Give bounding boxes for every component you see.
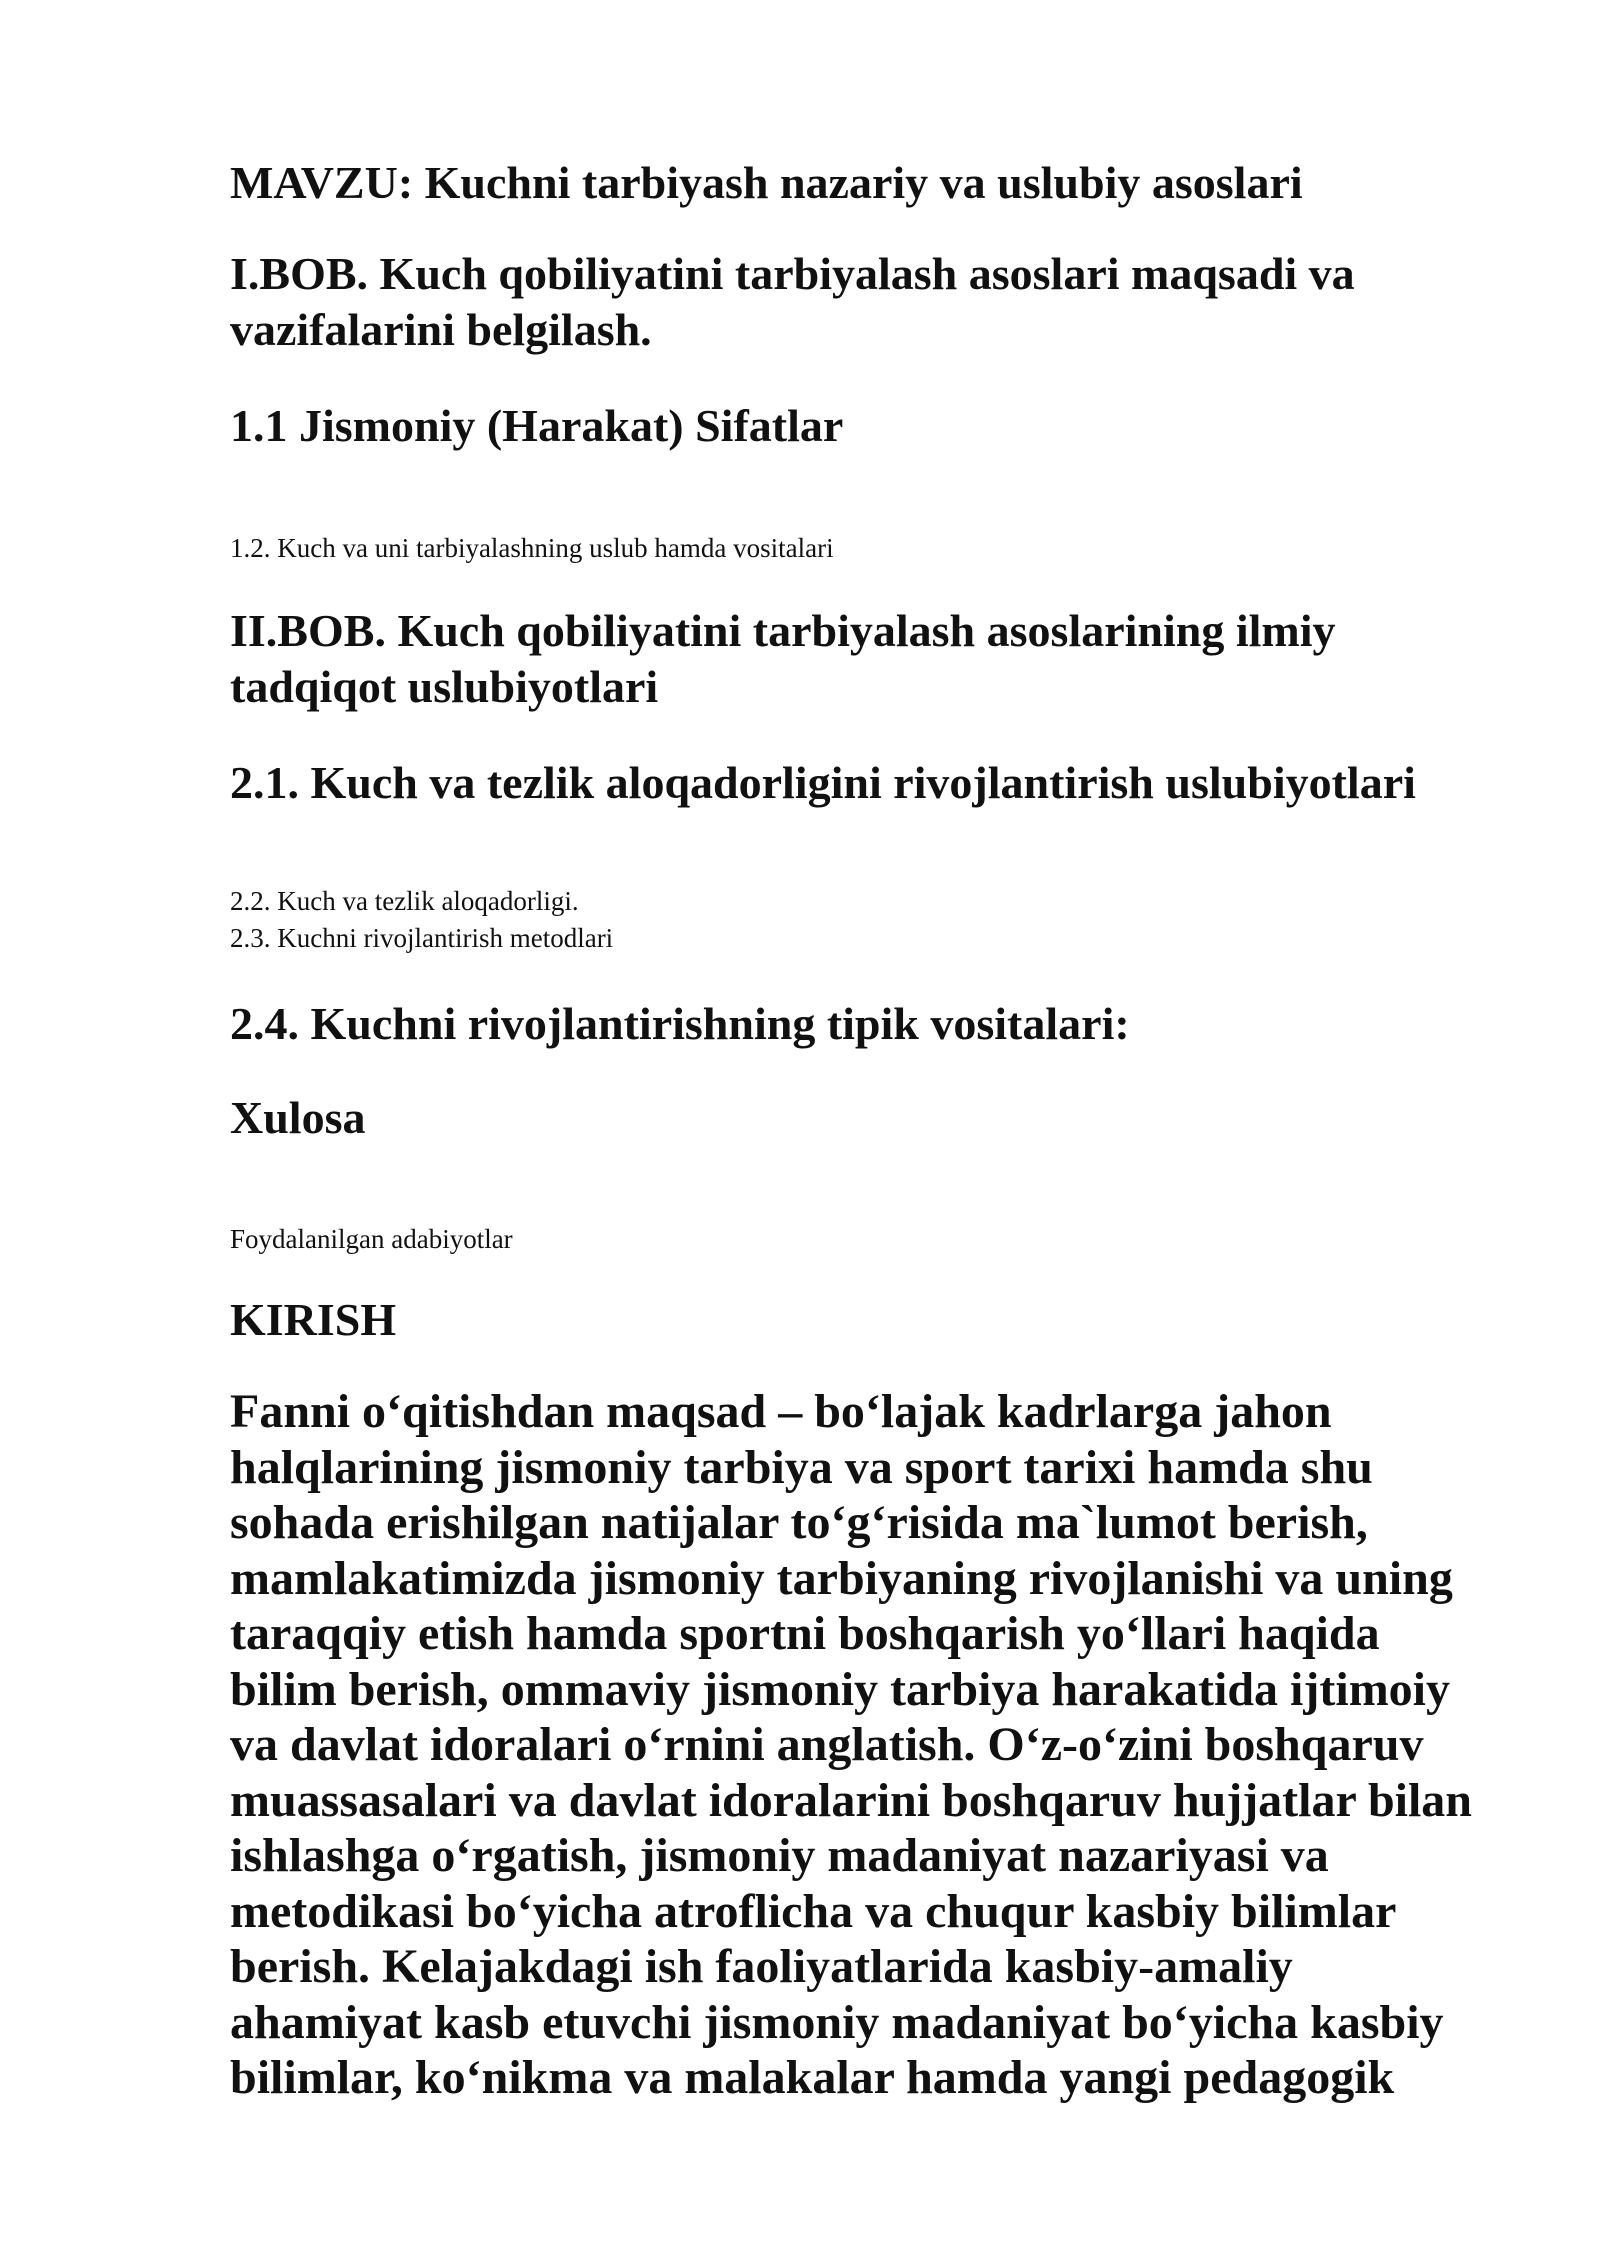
intro-line: Fanni o‘qitishdan maqsad – bo‘lajak kadrlarga jahon (230, 1385, 1332, 1438)
intro-line: halqlarining jismoniy tarbiya va sport tarixi hamda shu (230, 1440, 1373, 1494)
section-2-3-entry: 2.3. Kuchni rivojlantirish metodlari (230, 923, 614, 953)
intro-line: va davlat idoralari o‘rnini anglatish. O‘z-o‘zini boshqaruv (230, 1718, 1424, 1771)
intro-line: berish. Kelajakdagi ish faoliyatlarida kasbiy-amaliy (230, 1940, 1293, 1993)
intro-line: bilim berish, ommaviy jismoniy tarbiya harakatida ijtimoiy (230, 1662, 1451, 1716)
chapter-1-heading-line-1: I.BOB. Kuch qobiliyatini tarbiyalash asoslari maqsadi va (230, 248, 1355, 299)
section-2-1-heading: 2.1. Kuch va tezlik aloqadorligini rivojlantirish uslubiyotlari (230, 757, 1416, 808)
conclusion-heading: Xulosa (230, 1092, 366, 1143)
chapter-2-heading-line-2: tadqiqot uslubiyotlari (230, 661, 659, 712)
intro-line: sohada erishilgan natijalar to‘g‘risida ma`lumot berish, (230, 1496, 1368, 1549)
introduction-heading: KIRISH (230, 1294, 397, 1345)
chapter-1-heading-line-2: vazifalarini belgilash. (230, 304, 652, 355)
intro-line: taraqqiy etish hamda sportni boshqarish yo‘llari haqida (230, 1607, 1380, 1660)
section-2-2-entry: 2.2. Kuch va tezlik aloqadorligi. (230, 886, 579, 916)
references-entry: Foydalanilgan adabiyotlar (230, 1224, 513, 1254)
intro-line: metodikasi bo‘yicha atroflicha va chuqur kasbiy bilimlar (230, 1884, 1397, 1938)
chapter-2-heading-line-1: II.BOB. Kuch qobiliyatini tarbiyalash asoslarining ilmiy (230, 605, 1336, 656)
intro-line: ishlashga o‘rgatish, jismoniy madaniyat nazariyasi va (230, 1829, 1329, 1882)
topic-heading: MAVZU: Kuchni tarbiyash nazariy va uslubiy asoslari (230, 157, 1303, 208)
section-1-2-entry: 1.2. Kuch va uni tarbiyalashning uslub hamda vositalari (230, 533, 834, 563)
introduction-paragraph (230, 1384, 1530, 2106)
section-2-4-heading: 2.4. Kuchni rivojlantirishning tipik vositalari: (230, 998, 1130, 1049)
intro-line: bilimlar, ko‘nikma va malakalar hamda yangi pedagogik (230, 2051, 1395, 2104)
section-1-1-heading: 1.1 Jismoniy (Harakat) Sifatlar (230, 400, 844, 451)
intro-line: muassasalari va davlat idoralarini boshqaruv hujjatlar bilan (230, 1773, 1472, 1827)
intro-line: mamlakatimizda jismoniy tarbiyaning rivojlanishi va uning (230, 1551, 1453, 1605)
intro-line: ahamiyat kasb etuvchi jismoniy madaniyat bo‘yicha kasbiy (230, 1995, 1444, 2049)
